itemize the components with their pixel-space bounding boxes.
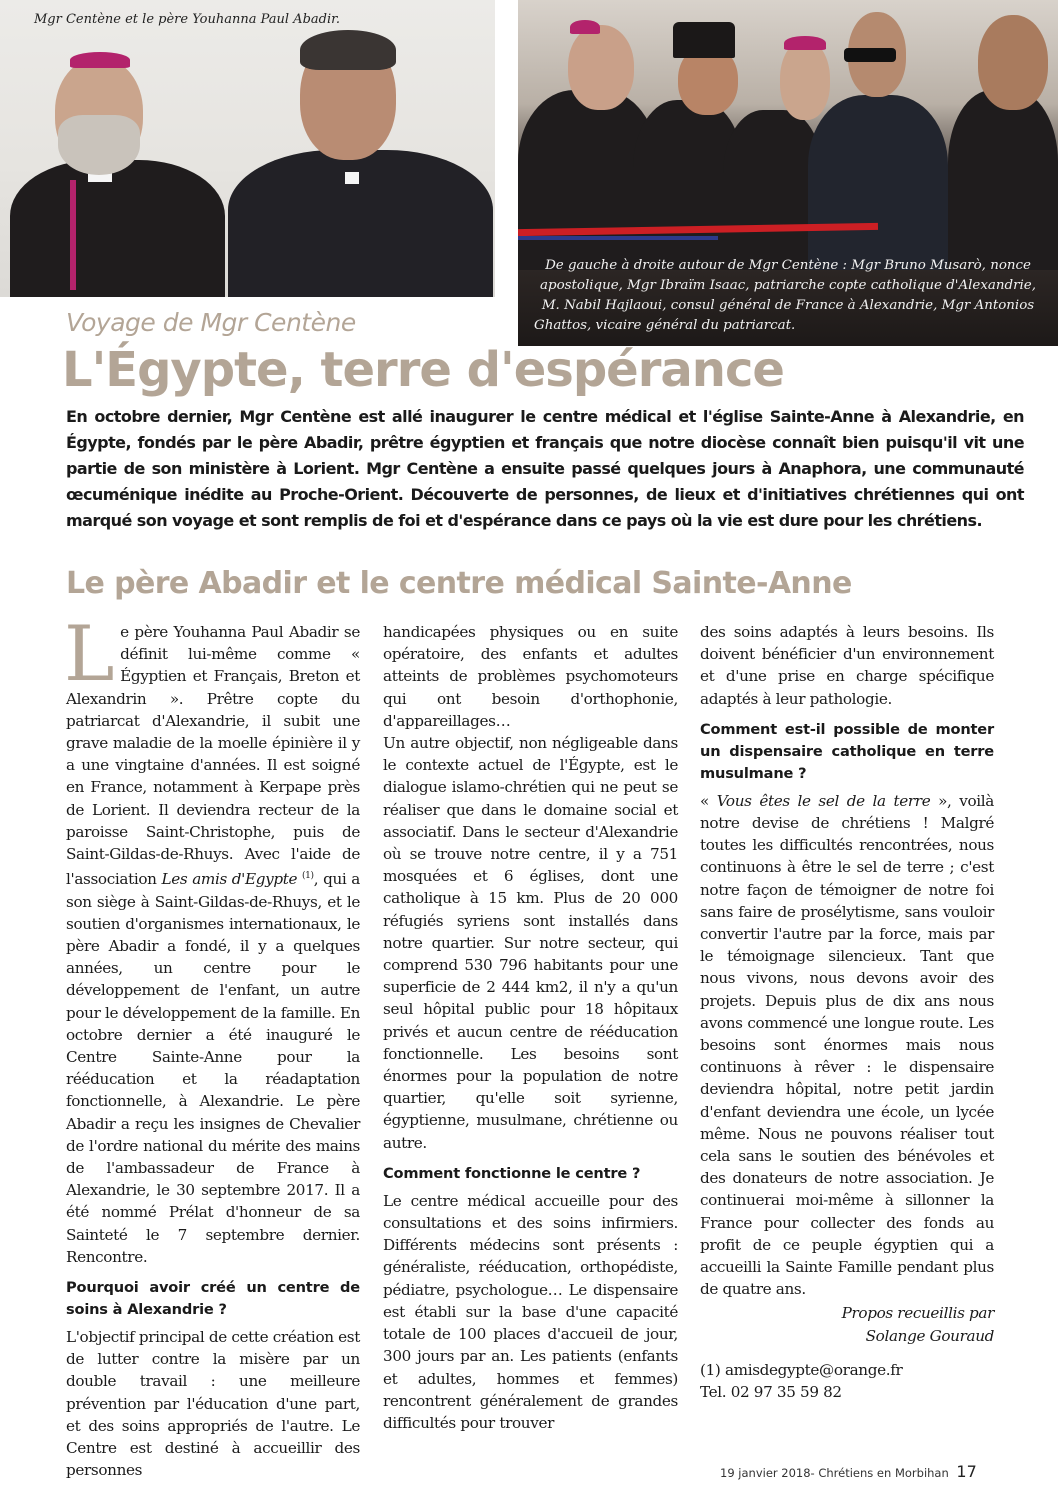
figure-nuncio-head xyxy=(568,25,634,110)
inauguration-ribbon-blue xyxy=(518,236,718,240)
paragraph: handicapées physiques ou en suite opératoire, des enfants et adultes atteints de problèmes psychomoteurs qui ont besoin d'orthophonie, d'appareillages… xyxy=(383,623,678,730)
caption-line: De gauche à droite autour de Mgr Centène : Mgr Bruno Musarò, nonce xyxy=(545,258,1031,273)
paragraph xyxy=(700,790,994,1301)
signature xyxy=(700,1302,994,1346)
association-name: Les amis d'Egypte xyxy=(161,870,298,889)
caption-line: apostolique, Mgr Ibraïm Isaac, patriarche copte catholique d'Alexandrie, xyxy=(540,278,1036,293)
caption-line: M. Nabil Hajlaoui, consul général de France à Alexandrie, Mgr Antonios xyxy=(541,298,1035,313)
paragraph: Le centre médical accueille pour des consultations et des soins infirmiers. Différents médecins sont présents : généraliste, rééducation, orthopédiste, pédiatre, psychologue… Le dispensaire est établi sur la base d'une capacité totale de 100 places d'accueil de jour, 300 jours par an. Les patients (enfants et adultes, hommes et femmes) rencontrent généralement de grandes difficultés pour trouver xyxy=(383,1191,678,1432)
paragraph: des soins adaptés à leurs besoins. Ils doivent bénéficier d'un environnement et d'une prise en charge spécifique adaptés à leur pathologie. xyxy=(700,623,994,708)
signature-line: Propos recueillis par xyxy=(841,1304,994,1323)
figure-vicar-head xyxy=(978,15,1048,110)
interview-question: Comment fonctionne le centre ? xyxy=(383,1164,641,1182)
page-number: 17 xyxy=(956,1462,977,1481)
figure-nuncio-zucchetto xyxy=(570,20,600,34)
section-title: Le père Abadir et le centre médical Sainte-Anne xyxy=(66,566,852,601)
photo-ribbon-cutting xyxy=(518,0,1058,346)
paragraph: L'objectif principal de cette création est de lutter contre la misère par un double travail : une meilleure prévention par l'éducation d'une part, et des soins appropriés de l'autre. Le Centre est destiné à accueillir des personnes xyxy=(66,1327,360,1480)
interview-question: Pourquoi avoir créé un centre de soins à Alexandrie ? xyxy=(66,1278,360,1318)
footnote-ref: (1) xyxy=(302,871,314,882)
footnote-email[interactable]: (1) amisdegypte@orange.fr xyxy=(700,1360,903,1379)
figure-mgr-centene-head xyxy=(780,40,830,120)
footer-publication: 19 janvier 2018- Chrétiens en Morbihan xyxy=(720,1466,949,1480)
signature-author: Solange Gouraud xyxy=(865,1326,994,1345)
photo-caption-right xyxy=(518,256,1058,336)
article-column-2 xyxy=(383,621,678,1434)
article-lede: En octobre dernier, Mgr Centène est allé inaugurer le centre médical et l'église Sainte-Anne à Alexandrie, en Égypte, fondés par le père Abadir, prêtre égyptien et français que notre diocèse connaît bien puisqu'il vit une partie de son ministère à Lorient. Mgr Centène a ensuite passé quelques jours à Anaphora, une communauté œcuménique inédite au Proche-Orient. Découverte de personnes, de lieux et d'initiatives chrétiennes qui ont marqué son voyage et sont remplis de foi et d'espérance dans ce pays où la vie est dure pour les chrétiens. xyxy=(66,407,1024,530)
figure-mgr-centene-zucchetto xyxy=(784,36,826,50)
figure-consul-sunglasses xyxy=(844,48,896,62)
figure-patriarch-hat xyxy=(673,22,735,58)
page-footer xyxy=(720,1462,977,1481)
figure-priest-robe xyxy=(228,150,493,297)
footnote-phone: Tel. 02 97 35 59 82 xyxy=(700,1383,842,1402)
figure-bishop-robe xyxy=(10,160,225,297)
photo-caption-left: Mgr Centène et le père Youhanna Paul Abadir. xyxy=(34,12,341,27)
figure-bishop-zucchetto xyxy=(70,52,130,68)
figure-vicar xyxy=(948,90,1058,270)
dropcap: L xyxy=(64,609,115,698)
paragraph-text: , qui a son siège à Saint-Gildas-de-Rhuys, et le soutien d'organismes internationaux, le père Abadir a fondé, il y a quelques années, un centre pour le développement de l'enfant, un autre pour le développement de la famille. En octobre dernier a été inauguré le Centre Sainte-Anne pour la rééducation et la réadaptation fonctionnelle, à Alexandrie. Le père Abadir a reçu les insignes de Chevalier de l'ordre national du mérite des mains de l'ambassadeur de France à Alexandrie, le 30 septembre 2017. Il a été nommé Prélat d'honneur de sa Sainteté le 7 septembre dernier. Rencontre. xyxy=(66,870,361,1266)
figure-priest-hair xyxy=(300,30,396,70)
article-column-1 xyxy=(64,609,361,1481)
caption-line: Ghattos, vicaire général du patriarcat. xyxy=(534,318,796,333)
article-kicker: Voyage de Mgr Centène xyxy=(66,308,356,337)
article-title: L'Égypte, terre d'espérance xyxy=(62,342,784,398)
quote-open: « xyxy=(700,791,717,810)
paragraph: Un autre objectif, non négligeable dans le contexte actuel de l'Égypte, est le dialogue islamo-chrétien qui ne peut se réaliser que dans le domaine social et associatif. Dans le secteur d'Alexandrie où se trouve notre centre, il y a 751 mosquées et 6 églises, dont une catholique à 15 km. Plus de 20 000 réfugiés syriens sont installés dans notre quartier. Sur notre secteur, qui comprend 530 796 habitants pour une superficie de 2 444 km2, il n'y a qu'un seul hôpital public pour 18 hôpitaux privés et aucun centre de rééducation fonctionnelle. Les besoins sont énormes pour la population de notre quartier, qu'elle soit syrienne, égyptienne, musulmane, chrétienne ou autre. xyxy=(383,734,678,1152)
footnote xyxy=(700,1359,994,1403)
quote-italic: Vous êtes le sel de la terre xyxy=(716,791,931,810)
paragraph-text: e père Youhanna Paul Abadir se définit lui-même comme « Égyptien et Français, Breton et Alexandrin ». Prêtre copte du patriarcat d'Alexandrie, il subit une grave maladie de la moelle épinière il y a une vingtaine d'années. Il est soigné en France, notamment à Kerpape près de Lorient. Il deviendra recteur de la paroisse Saint-Christophe, puis de Saint-Gildas-de-Rhuys. Avec l'aide de l'association xyxy=(66,623,360,889)
figure-bishop-buttons xyxy=(70,180,76,290)
paragraph xyxy=(64,609,361,1268)
photo-centene-abadir xyxy=(0,0,495,297)
figure-bishop-beard xyxy=(58,115,140,175)
figure-consul xyxy=(808,95,948,270)
paragraph-text: », voilà notre devise de chrétiens ! Malgré toutes les difficultés rencontrées, nous continuons à être le sel de terre ; c'est notre façon de témoigner de notre foi sans faire de prosélytisme, sans vouloir convertir l'autre par la force, mais par le témoignage silencieux. Tant que nous vivons, nous devons avoir des projets. Depuis plus de dix ans nous avons commencé une longue route. Les besoins sont énormes mais nous continuons à rêver : le dispensaire deviendra hôpital, notre petit jardin d'enfant deviendra une école, un lycée même. Nous ne pouvons réaliser tout cela sans le soutien des bénévoles et des donateurs de notre association. Je continuerai moi-même à sillonner la France pour collecter des fonds au profit de ce peuple égyptien qui a accueilli la Sainte Famille pendant plus de quatre ans. xyxy=(700,791,994,1299)
interview-question: Comment est-il possible de monter un dispensaire catholique en terre musulmane ? xyxy=(700,720,994,782)
article-column-3 xyxy=(700,621,994,1403)
figure-priest-collar xyxy=(345,172,359,184)
